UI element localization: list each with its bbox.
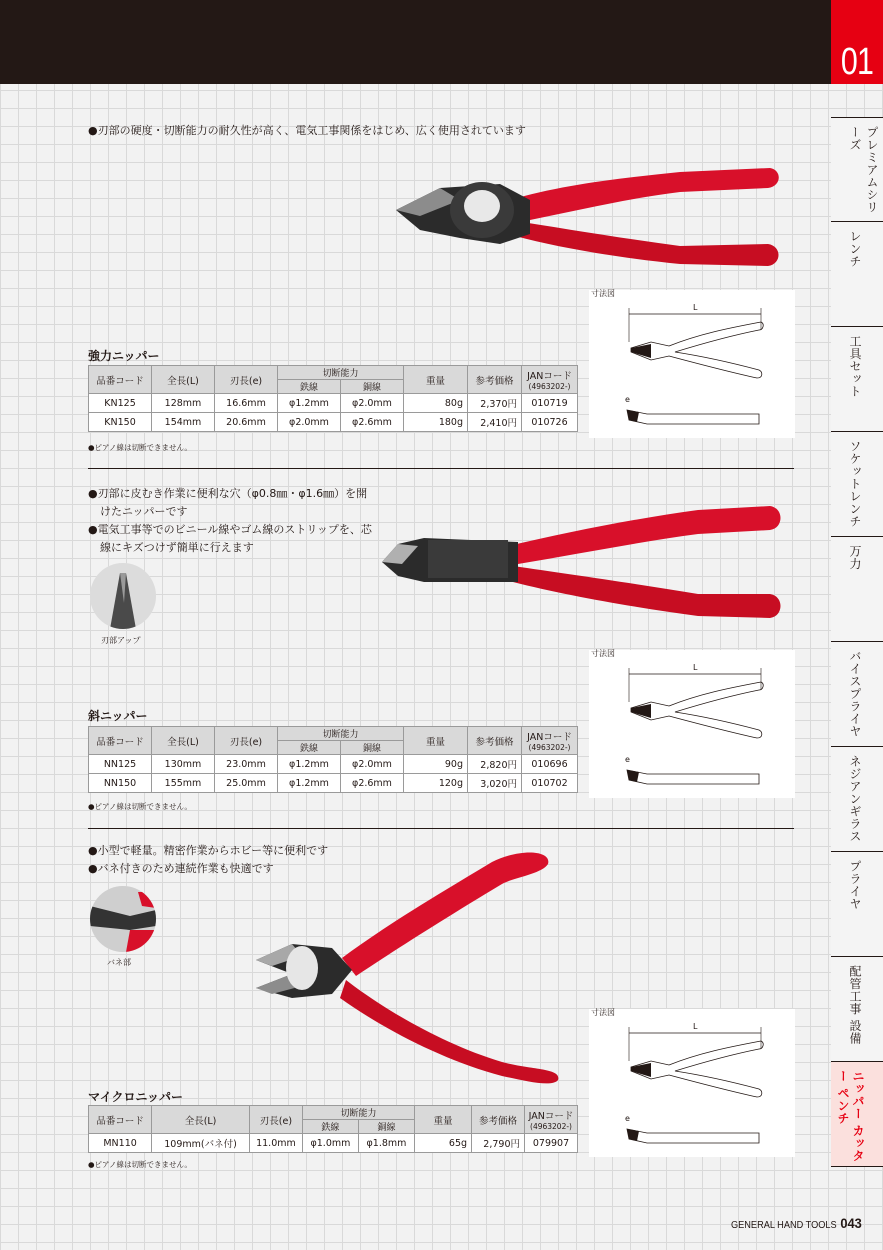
col-iron: 鉄線 (278, 380, 341, 394)
tab-wrench[interactable]: レンチ (831, 222, 883, 327)
product-title: 強力ニッパー (88, 349, 160, 363)
footer-brand: GENERAL HAND TOOLS (731, 1220, 837, 1231)
dimension-diagram: 寸法図 L e (589, 1009, 795, 1157)
svg-text:e: e (625, 1114, 630, 1123)
header-bar (0, 0, 883, 84)
section-divider (88, 468, 794, 469)
detail-caption: 刃部アップ (101, 636, 141, 645)
svg-text:L: L (693, 663, 698, 672)
page-footer (731, 1215, 862, 1231)
chapter-number: 01 (840, 41, 874, 83)
col-blade: 刃長(e) (215, 366, 278, 394)
nipper-photo-nn (378, 500, 788, 622)
side-index (831, 117, 883, 1167)
svg-text:L: L (693, 1022, 698, 1031)
feature-text: ●刃部に皮むき作業に便利な穴（φ0.8㎜・φ1.6㎜）を開けたニッパーです (88, 487, 368, 518)
tab-tool-set[interactable]: 工具セット (831, 327, 883, 432)
table-row: NN150 155mm 25.0mm φ1.2mm φ2.6mm 120g 3,020円 010702 (89, 774, 578, 793)
dim-label: 寸法図 (591, 289, 615, 298)
product1-features (88, 122, 558, 140)
detail-caption: バネ部 (107, 958, 131, 967)
table-row: MN110 109mm(バネ付) 11.0mm φ1.0mm φ1.8mm 65g 2,790円 079907 (89, 1134, 578, 1153)
col-price: 参考価格 (468, 366, 522, 394)
col-length: 全長(L) (152, 366, 215, 394)
dim-e: e (625, 395, 630, 404)
dim-L: L (693, 303, 698, 312)
page-number: 043 (840, 1215, 862, 1231)
table-row: NN125 130mm 23.0mm φ1.2mm φ2.0mm 90g 2,820円 010696 (89, 755, 578, 774)
col-weight: 重量 (404, 366, 468, 394)
feature-text: ●バネ付きのため連続作業も快適です (88, 862, 274, 875)
feature-text: ●電気工事等でのビニール線やゴム線のストリップを、芯線にキズつけず簡単に行えます (88, 523, 372, 554)
spec-table: 品番コード 全長(L) 刃長(e) 切断能力 重量 参考価格 JANコード (4963202-) 鉄線 銅線 MN110 109mm(バネ付) 11.0mm φ1.0mm φ1.8mm 65g 2,790円 079907 (88, 1105, 578, 1153)
tab-socket-wrench[interactable]: ソケットレンチ (831, 432, 883, 537)
table-note: ●ピアノ線は切断できません。 (88, 802, 192, 811)
tab-screw-plier[interactable]: ネジアンギラス (831, 747, 883, 852)
feature-text: ●小型で軽量。精密作業からホビー等に便利です (88, 844, 329, 857)
tab-nipper-cutter[interactable]: ニッパー カッター ペンチ (831, 1062, 883, 1167)
feature-text: ●刃部の硬度・切断能力の耐久性が高く、電気工事関係をはじめ、広く使用されています (88, 124, 526, 137)
chapter-badge (831, 0, 883, 84)
tab-piping[interactable]: 配管工事 設備 (831, 957, 883, 1062)
col-code: 品番コード (89, 366, 152, 394)
spec-table (88, 365, 578, 432)
tab-vise[interactable]: 万力 (831, 537, 883, 642)
nipper-photo-kn (390, 160, 785, 270)
nipper-photo-mn (252, 848, 564, 1084)
col-jan: JANコード (4963202-) (522, 366, 578, 394)
svg-text:e: e (625, 755, 630, 764)
col-copper: 銅線 (341, 380, 404, 394)
section-divider (88, 828, 794, 829)
dimension-diagram (589, 290, 795, 438)
table-note: ●ピアノ線は切断できません。 (88, 1160, 192, 1169)
table-row: KN125 128mm 16.6mm φ1.2mm φ2.0mm 80g 2,370円 010719 (89, 394, 578, 413)
spec-table: 品番コード 全長(L) 刃長(e) 切断能力 重量 参考価格 JANコード (4963202-) 鉄線 銅線 NN125 130mm 23.0mm φ1.2mm φ2.0mm 90g 2,820円 010696 NN150 155mm 25.0mm φ1.2mm φ2.6mm 120g 3,020円 010702 (88, 726, 578, 793)
dimension-diagram: 寸法図 L e (589, 650, 795, 798)
product-title: 斜ニッパー (88, 709, 148, 723)
table-row: KN150 154mm 20.6mm φ2.0mm φ2.6mm 180g 2,410円 010726 (89, 413, 578, 432)
product2-features (88, 485, 378, 557)
table-note: ●ピアノ線は切断できません。 (88, 443, 192, 452)
blade-closeup-image (90, 563, 156, 629)
product-title: マイクロニッパー (88, 1090, 184, 1104)
tab-vise-plier[interactable]: バイスプライヤ (831, 642, 883, 747)
col-capacity: 切断能力 (278, 366, 404, 380)
spring-closeup-image (90, 886, 156, 952)
tab-premium-series[interactable]: プレミアムシリーズ (831, 117, 883, 222)
tab-plier[interactable]: プライヤ (831, 852, 883, 957)
